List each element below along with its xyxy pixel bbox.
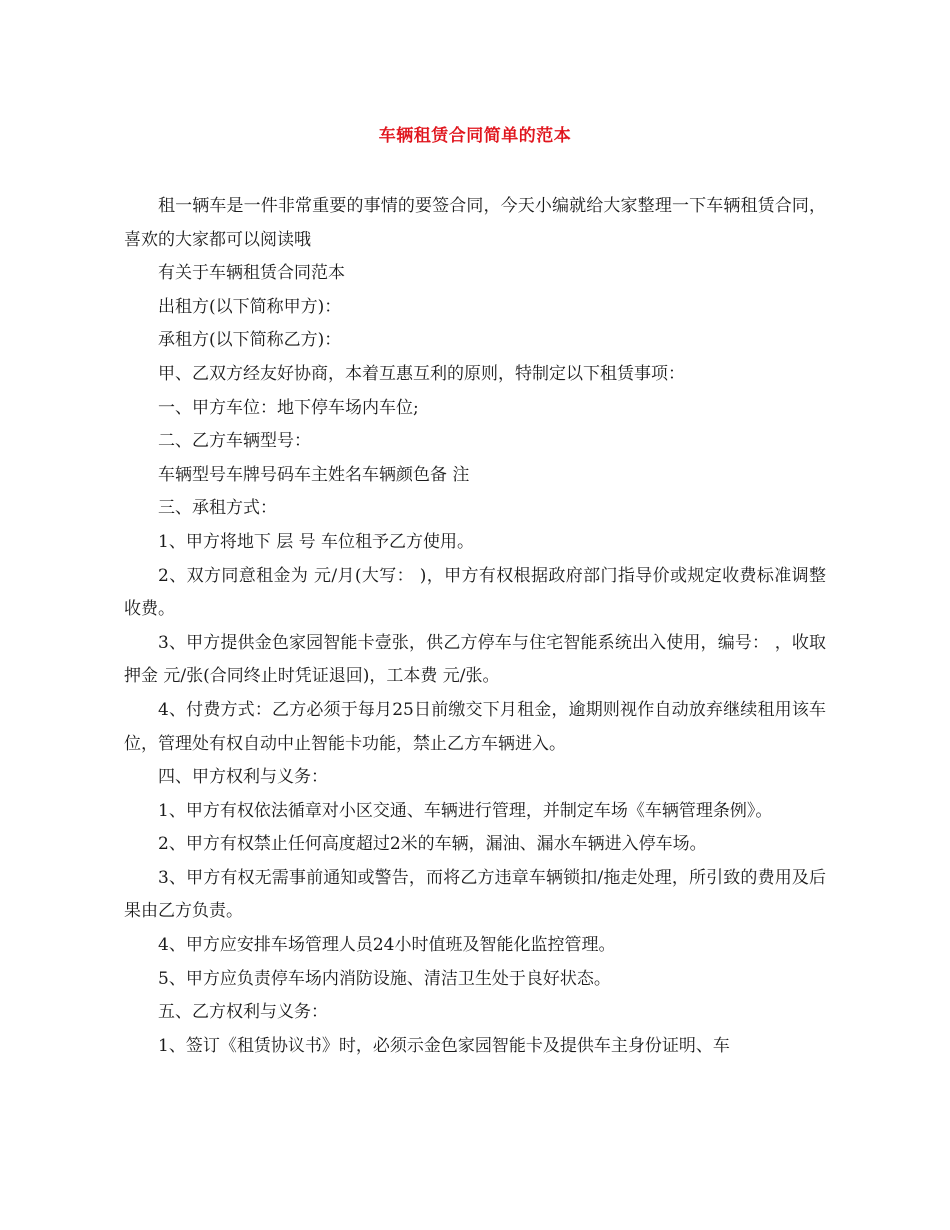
document-body (124, 190, 826, 1063)
paragraph-item: 3、甲方提供金色家园智能卡壹张，供乙方停车与住宅智能系统出入使用，编号： ，收取押金 元/张(合同终止时凭证退回)，工本费 元/张。 (124, 632, 826, 687)
paragraph-item: 3、甲方有权无需事前通知或警告，而将乙方违章车辆锁扣/拖走处理，所引致的费用及后果由乙方负责。 (124, 867, 826, 922)
paragraph-preamble: 甲、乙双方经友好协商，本着互惠互利的原则，特制定以下租赁事项： (158, 363, 685, 384)
paragraph-item: 1、甲方有权依法循章对小区交通、车辆进行管理，并制定车场《车辆管理条例》。 (158, 800, 773, 821)
paragraph-section-3: 三、承租方式： (158, 498, 277, 519)
paragraph-vehicle-fields: 车辆型号车牌号码车主姓名车辆颜色备 注 (158, 464, 470, 485)
paragraph-item: 4、付费方式：乙方必须于每月25日前缴交下月租金，逾期则视作自动放弃继续租用该车位，管理处有权自动中止智能卡功能，禁止乙方车辆进入。 (124, 699, 826, 754)
paragraph-heading: 有关于车辆租赁合同范本 (158, 263, 345, 284)
paragraph-section-4: 四、甲方权利与义务： (158, 767, 328, 788)
paragraph-item: 5、甲方应负责停车场内消防设施、清洁卫生处于良好状态。 (158, 968, 611, 989)
paragraph-item: 1、甲方将地下 层 号 车位租予乙方使用。 (158, 531, 475, 552)
paragraph-section-2: 二、乙方车辆型号： (158, 431, 311, 452)
paragraph-item: 2、双方同意租金为 元/月(大写： )，甲方有权根据政府部门指导价或规定收费标准调整收费。 (124, 565, 826, 620)
paragraph-section-1: 一、甲方车位：地下停车场内车位; (158, 397, 419, 418)
paragraph-lessor: 出租方(以下简称甲方)： (158, 296, 342, 317)
paragraph-section-5: 五、乙方权利与义务： (158, 1002, 328, 1023)
paragraph-item: 4、甲方应安排车场管理人员24小时值班及智能化监控管理。 (158, 935, 616, 956)
paragraph-lessee: 承租方(以下简称乙方)： (158, 330, 342, 351)
document-title: 车辆租赁合同简单的范本 (378, 126, 572, 146)
paragraph-item: 2、甲方有权禁止任何高度超过2米的车辆，漏油、漏水车辆进入停车场。 (158, 834, 707, 855)
paragraph-item: 1、签订《租赁协议书》时，必须示金色家园智能卡及提供车主身份证明、车 (158, 1035, 730, 1056)
paragraph-intro: 租一辆车是一件非常重要的事情的要签合同，今天小编就给大家整理一下车辆租赁合同，喜欢的大家都可以阅读哦 (124, 196, 826, 250)
